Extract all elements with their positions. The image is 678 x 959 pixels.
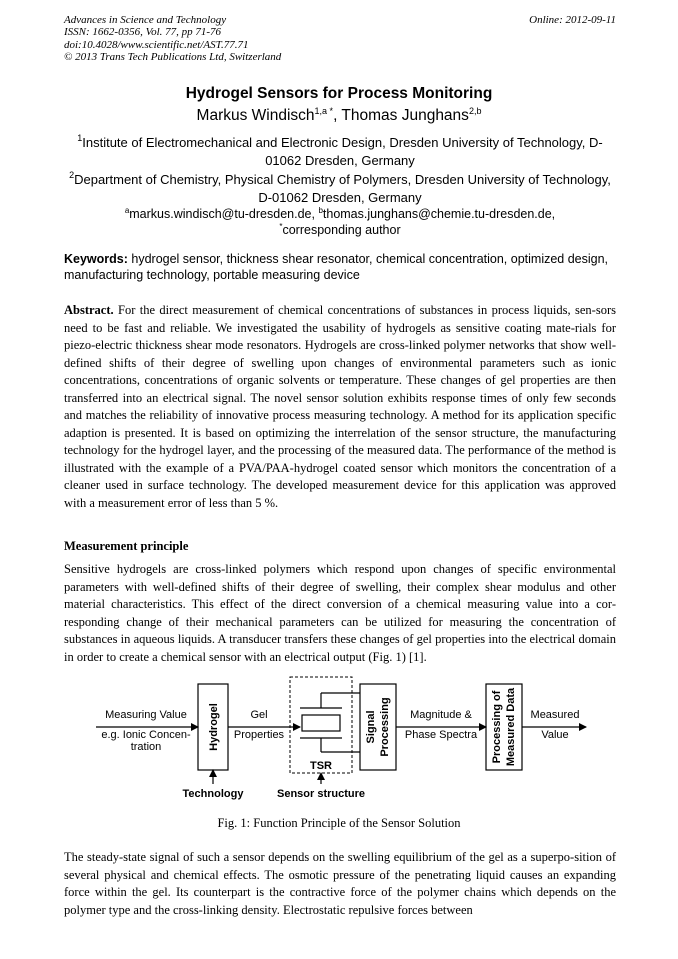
label-signal: Signal xyxy=(365,710,377,744)
journal-header xyxy=(64,14,616,64)
label-measuring-value: Measuring Value xyxy=(105,709,187,721)
email-b-mark: b xyxy=(318,206,323,215)
journal-doi: doi:10.4028/www.scientific.net/AST.77.71 xyxy=(64,38,249,51)
author-1-marks: 1,a * xyxy=(314,106,334,116)
label-value: Value xyxy=(541,729,569,741)
label-ionic-line2: tration xyxy=(130,741,162,753)
corresponding-author-note: corresponding author xyxy=(282,223,401,237)
label-magnitude: Magnitude & xyxy=(410,709,472,721)
author-separator: , xyxy=(333,107,342,124)
label-measured: Measured xyxy=(530,709,580,721)
abstract-label: Abstract. xyxy=(64,303,114,317)
author-emails xyxy=(64,206,616,238)
keywords xyxy=(64,251,616,283)
label-phase-spectra: Phase Spectra xyxy=(404,729,478,741)
author-2-marks: 2,b xyxy=(468,106,482,116)
label-technology: Technology xyxy=(182,788,244,800)
label-processing-of: Processing of xyxy=(491,690,503,764)
section-heading: Measurement principle xyxy=(64,539,189,553)
tsr-dashed-box xyxy=(290,677,352,773)
author-1: Markus Windisch xyxy=(196,107,315,124)
authors-line xyxy=(0,107,678,125)
label-measured-data: Measured Data xyxy=(505,687,517,767)
keywords-label: Keywords: xyxy=(64,252,128,266)
affiliation-2-mark: 2 xyxy=(69,170,75,180)
corresponding-mark: * xyxy=(279,222,283,231)
affiliation-1-mark: 1 xyxy=(77,133,83,143)
affiliation-1-text: Institute of Electromechanical and Electronic Design, Dresden University of Technology, D-01062 Dresden, Germany xyxy=(82,135,603,168)
label-gel: Gel xyxy=(250,709,268,721)
body-paragraph-2: The steady-state signal of such a sensor depends on the swelling equilibrium of the gel as a superpo-sition of several physical and chemical effects. The osmotic pressure of the penetrating liquid causes an expanding force within the gel. Its counterpart is the contractive force of the polymer chains which depends on the polymer type and the cross-linking density. Electrostatic repulsive forces between xyxy=(64,850,616,917)
label-sensor-structure: Sensor structure xyxy=(276,788,366,800)
label-tsr: TSR xyxy=(310,760,332,772)
body-paragraph-1: Sensitive hydrogels are cross-linked polymers which respond upon changes of specific environmental parameters with well-defined shifts of their degree of swelling, their complex shear modulus and other material characteristics. This effect of the direct conversion of a chemical measuring value into a cor-responding change of their mechanical parameters can be utilized for measuring the concentration of substances in aqueous liquids. A transducer transfers these changes of gel properties into the electrical domain in order to create a chemical sensor with an electrical output (Fig. 1) [1]. xyxy=(64,562,616,664)
journal-copyright: © 2013 Trans Tech Publications Ltd, Switzerland xyxy=(64,51,282,64)
abstract-text: For the direct measurement of chemical concentrations of substances in process liquids, sen-sors need to be fast and reliable. We investigated the usability of hydrogels as sensitive coating mate-rials for piezo-electric thickness shear mode resonators. Hydrogels are cross-linked polymer networks that show well-defined shifts of their degree of swelling upon changes of environmental parameters such as ionic concentrations, concentrations of organic solvents or temperature. These changes of gel properties are then transferred into an electrical signal. The novel sensor solution exhibits response times of only few seconds and matches the reliability of innovative process measuring technology. A method for its application specific adaption is presented. It is based on optimizing the interrelation of the sensor structure, the manufacturing technology for the hydrogel layer, and the processing of the measured data. The performance of the method is illustrated with the example of a PVA/PAA-hydrogel coated sensor which monitors the concentration of a cleaner used in surface technology. The developed measurement device for this application was approved with a measurement error of less than 5 %. xyxy=(64,303,616,510)
keywords-text: hydrogel sensor, thickness shear resonator, chemical concentration, optimized design, manufacturing technology, portable measuring device xyxy=(64,252,609,282)
abstract xyxy=(64,302,616,512)
online-date: Online: 2012-09-11 xyxy=(529,14,616,26)
resonator-crystal xyxy=(302,715,340,731)
label-processing: Processing xyxy=(379,697,391,757)
email-a[interactable]: markus.windisch@tu-dresden.de, xyxy=(129,207,319,221)
email-a-mark: a xyxy=(124,206,130,215)
affiliation-1 xyxy=(64,134,616,170)
label-properties: Properties xyxy=(233,729,285,741)
affiliation-2-text: Department of Chemistry, Physical Chemistry of Polymers, Dresden University of Technology, D-01062 Dresden, Germany xyxy=(74,172,611,205)
figure-caption: Fig. 1: Function Principle of the Sensor Solution xyxy=(217,816,461,830)
journal-issn: ISSN: 1662-0356, Vol. 77, pp 71-76 xyxy=(64,26,222,39)
affiliation-2 xyxy=(64,171,616,207)
label-hydrogel: Hydrogel xyxy=(208,703,220,751)
email-b[interactable]: thomas.junghans@chemie.tu-dresden.de, xyxy=(322,207,556,221)
journal-name: Advances in Science and Technology xyxy=(64,14,227,26)
label-ionic-line1: e.g. Ionic Concen- xyxy=(101,729,191,741)
author-2: Thomas Junghans xyxy=(341,107,469,124)
function-principle-diagram xyxy=(0,670,678,810)
paper-title: Hydrogel Sensors for Process Monitoring xyxy=(185,85,493,102)
